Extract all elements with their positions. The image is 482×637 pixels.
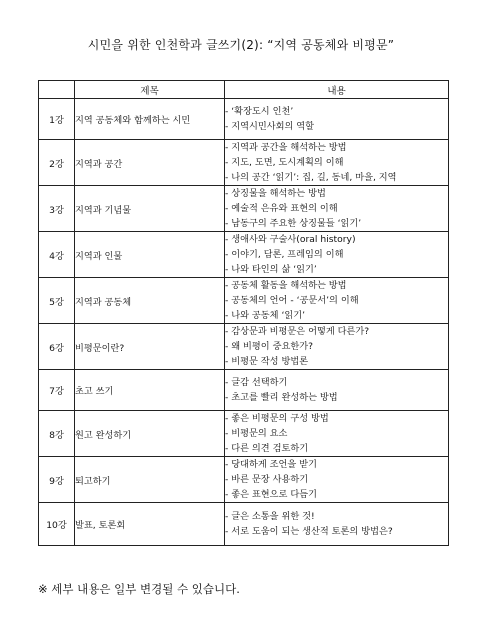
week-number: 9강 bbox=[39, 457, 75, 503]
document-title: 시민을 위한 인천학과 글쓰기(2): “지역 공동체와 비평문” bbox=[87, 38, 395, 52]
lecture-topic: 지역과 기념물 bbox=[75, 186, 225, 232]
lecture-content bbox=[225, 370, 449, 411]
content-item: - 지역과 공간을 해석하는 방법 bbox=[225, 142, 347, 153]
week-number: 6강 bbox=[39, 324, 75, 370]
table-row bbox=[39, 457, 449, 503]
table-header-row bbox=[39, 81, 449, 99]
week-number: 4강 bbox=[39, 232, 75, 278]
week-number: 7강 bbox=[39, 370, 75, 411]
content-item: - 이야기, 담론, 프레임의 이해 bbox=[225, 249, 344, 260]
lecture-topic: 지역과 공간 bbox=[75, 140, 225, 186]
content-item: - 좋은 비평문의 구성 방법 bbox=[225, 413, 329, 424]
content-item: - 나와 공동체 ‘읽기’ bbox=[225, 310, 306, 321]
table-row bbox=[39, 503, 449, 546]
header-content: 내용 bbox=[225, 81, 449, 99]
content-item: - 글감 선택하기 bbox=[225, 377, 288, 388]
lecture-topic: 발표, 토론회 bbox=[75, 503, 225, 546]
table-row bbox=[39, 99, 449, 140]
content-item: - 바른 문장 사용하기 bbox=[225, 474, 309, 485]
header-title: 제목 bbox=[75, 81, 225, 99]
table-row bbox=[39, 370, 449, 411]
content-item: - 감상문과 비평문은 어떻게 다른가? bbox=[225, 326, 370, 337]
content-item: - 나와 타인의 삶 ‘읽기’ bbox=[225, 264, 317, 275]
content-item: - 생애사와 구술사(oral history) bbox=[225, 234, 356, 245]
week-number: 5강 bbox=[39, 278, 75, 324]
lecture-topic: 지역 공동체와 함께하는 시민 bbox=[75, 99, 225, 140]
content-item: - 나의 공간 ‘읽기’: 집, 길, 동네, 마을, 지역 bbox=[225, 172, 397, 183]
lecture-content bbox=[225, 140, 449, 186]
content-item: - 다른 의견 검토하기 bbox=[225, 443, 309, 454]
content-item: - 남동구의 주요한 상징물들 ‘읽기’ bbox=[225, 218, 362, 229]
lecture-content bbox=[225, 457, 449, 503]
footnote: ※ 세부 내용은 일부 변경될 수 있습니다. bbox=[38, 582, 240, 596]
lecture-topic: 지역과 인물 bbox=[75, 232, 225, 278]
content-item: - 당대하게 조언을 받기 bbox=[225, 459, 317, 470]
content-item: - 지역시민사회의 역할 bbox=[225, 121, 315, 132]
table-body bbox=[39, 99, 449, 546]
lecture-topic: 비평문이란? bbox=[75, 324, 225, 370]
week-number: 8강 bbox=[39, 411, 75, 457]
content-item: - 왜 비평이 중요한가? bbox=[225, 341, 313, 352]
lecture-topic: 원고 완성하기 bbox=[75, 411, 225, 457]
content-item: - ‘확장도시 인천’ bbox=[225, 106, 294, 117]
content-item: - 예술적 은유와 표현의 이해 bbox=[225, 203, 338, 214]
week-number: 1강 bbox=[39, 99, 75, 140]
lecture-topic: 퇴고하기 bbox=[75, 457, 225, 503]
table-row bbox=[39, 232, 449, 278]
content-item: - 공동체의 언어 - ‘공문서’의 이해 bbox=[225, 295, 359, 306]
header-week bbox=[39, 81, 75, 99]
table-row bbox=[39, 324, 449, 370]
content-item: - 서로 도움이 되는 생산적 토론의 방법은? bbox=[225, 526, 393, 537]
lecture-content bbox=[225, 503, 449, 546]
week-number: 3강 bbox=[39, 186, 75, 232]
lecture-content bbox=[225, 232, 449, 278]
table-row bbox=[39, 140, 449, 186]
content-item: - 상징물을 해석하는 방법 bbox=[225, 188, 326, 199]
syllabus-table bbox=[38, 80, 449, 546]
lecture-content bbox=[225, 324, 449, 370]
lecture-topic: 초고 쓰기 bbox=[75, 370, 225, 411]
content-item: - 공동체 활동을 해석하는 방법 bbox=[225, 280, 347, 291]
lecture-topic: 지역과 공동체 bbox=[75, 278, 225, 324]
content-item: - 비평문 작성 방법론 bbox=[225, 356, 309, 367]
content-item: - 좋은 표현으로 다듬기 bbox=[225, 489, 317, 500]
week-number: 10강 bbox=[39, 503, 75, 546]
lecture-content bbox=[225, 186, 449, 232]
week-number: 2강 bbox=[39, 140, 75, 186]
lecture-content bbox=[225, 99, 449, 140]
content-item: - 글은 소통을 위한 것! bbox=[225, 511, 315, 522]
content-item: - 초고를 빨리 완성하는 방법 bbox=[225, 392, 338, 403]
lecture-content bbox=[225, 278, 449, 324]
lecture-content bbox=[225, 411, 449, 457]
content-item: - 비평문의 요소 bbox=[225, 428, 288, 439]
table-row bbox=[39, 278, 449, 324]
table-row bbox=[39, 411, 449, 457]
content-item: - 지도, 도면, 도시계획의 이해 bbox=[225, 157, 344, 168]
table-row bbox=[39, 186, 449, 232]
